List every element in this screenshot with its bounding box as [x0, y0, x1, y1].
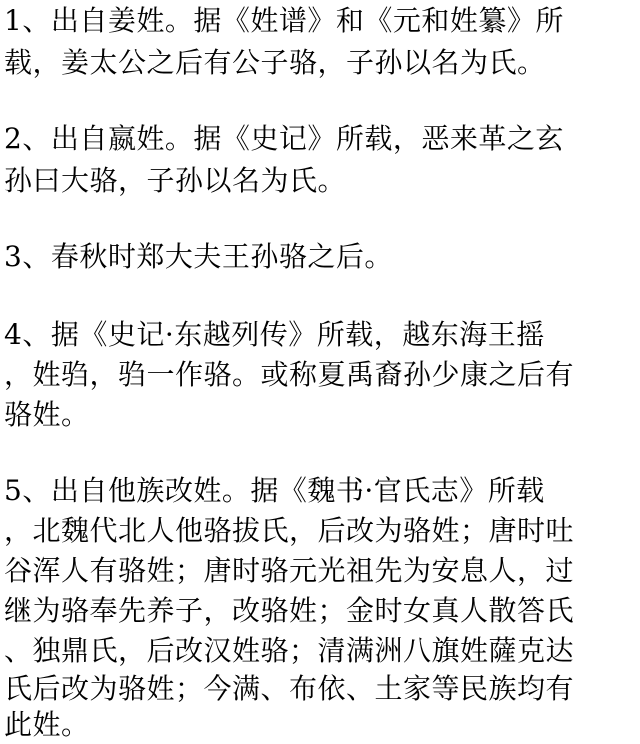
paragraph-2-line-2: 孙曰大骆，子孙以名为氏。	[4, 164, 347, 197]
paragraph-4-line-1: 4、据《史记·东越列传》所载，越东海王摇	[4, 318, 545, 351]
paragraph-3-line-1: 3、春秋时郑大夫王孙骆之后。	[4, 240, 393, 273]
paragraph-5-line-2: ，北魏代北人他骆拔氏，后改为骆姓；唐时吐	[4, 514, 575, 547]
paragraph-5-line-7: 此姓。	[4, 708, 90, 741]
paragraph-1-line-2: 载，姜太公之后有公子骆，子孙以名为氏。	[4, 46, 546, 79]
paragraph-5-line-1: 5、出自他族改姓。据《魏书·官氏志》所载	[4, 474, 545, 507]
paragraph-5-line-3: 谷浑人有骆姓；唐时骆元光祖先为安息人，过	[4, 554, 575, 587]
paragraph-5-line-6: 氏后改为骆姓；今满、布依、土家等民族均有	[4, 672, 575, 705]
paragraph-1-line-1: 1、出自姜姓。据《姓谱》和《元和姓纂》所	[4, 4, 564, 37]
paragraph-5-line-4: 继为骆奉先养子，改骆姓；金时女真人散答氏	[4, 594, 575, 627]
paragraph-5-line-5: 、独鼎氏，后改汉姓骆；清满洲八旗姓薩克达	[4, 634, 575, 667]
paragraph-4-line-2: ，姓驺，驺一作骆。或称夏禹裔孙少康之后有	[4, 358, 575, 391]
paragraph-2-line-1: 2、出自嬴姓。据《史记》所载，恶来革之玄	[4, 122, 564, 155]
paragraph-4-line-3: 骆姓。	[4, 398, 90, 431]
